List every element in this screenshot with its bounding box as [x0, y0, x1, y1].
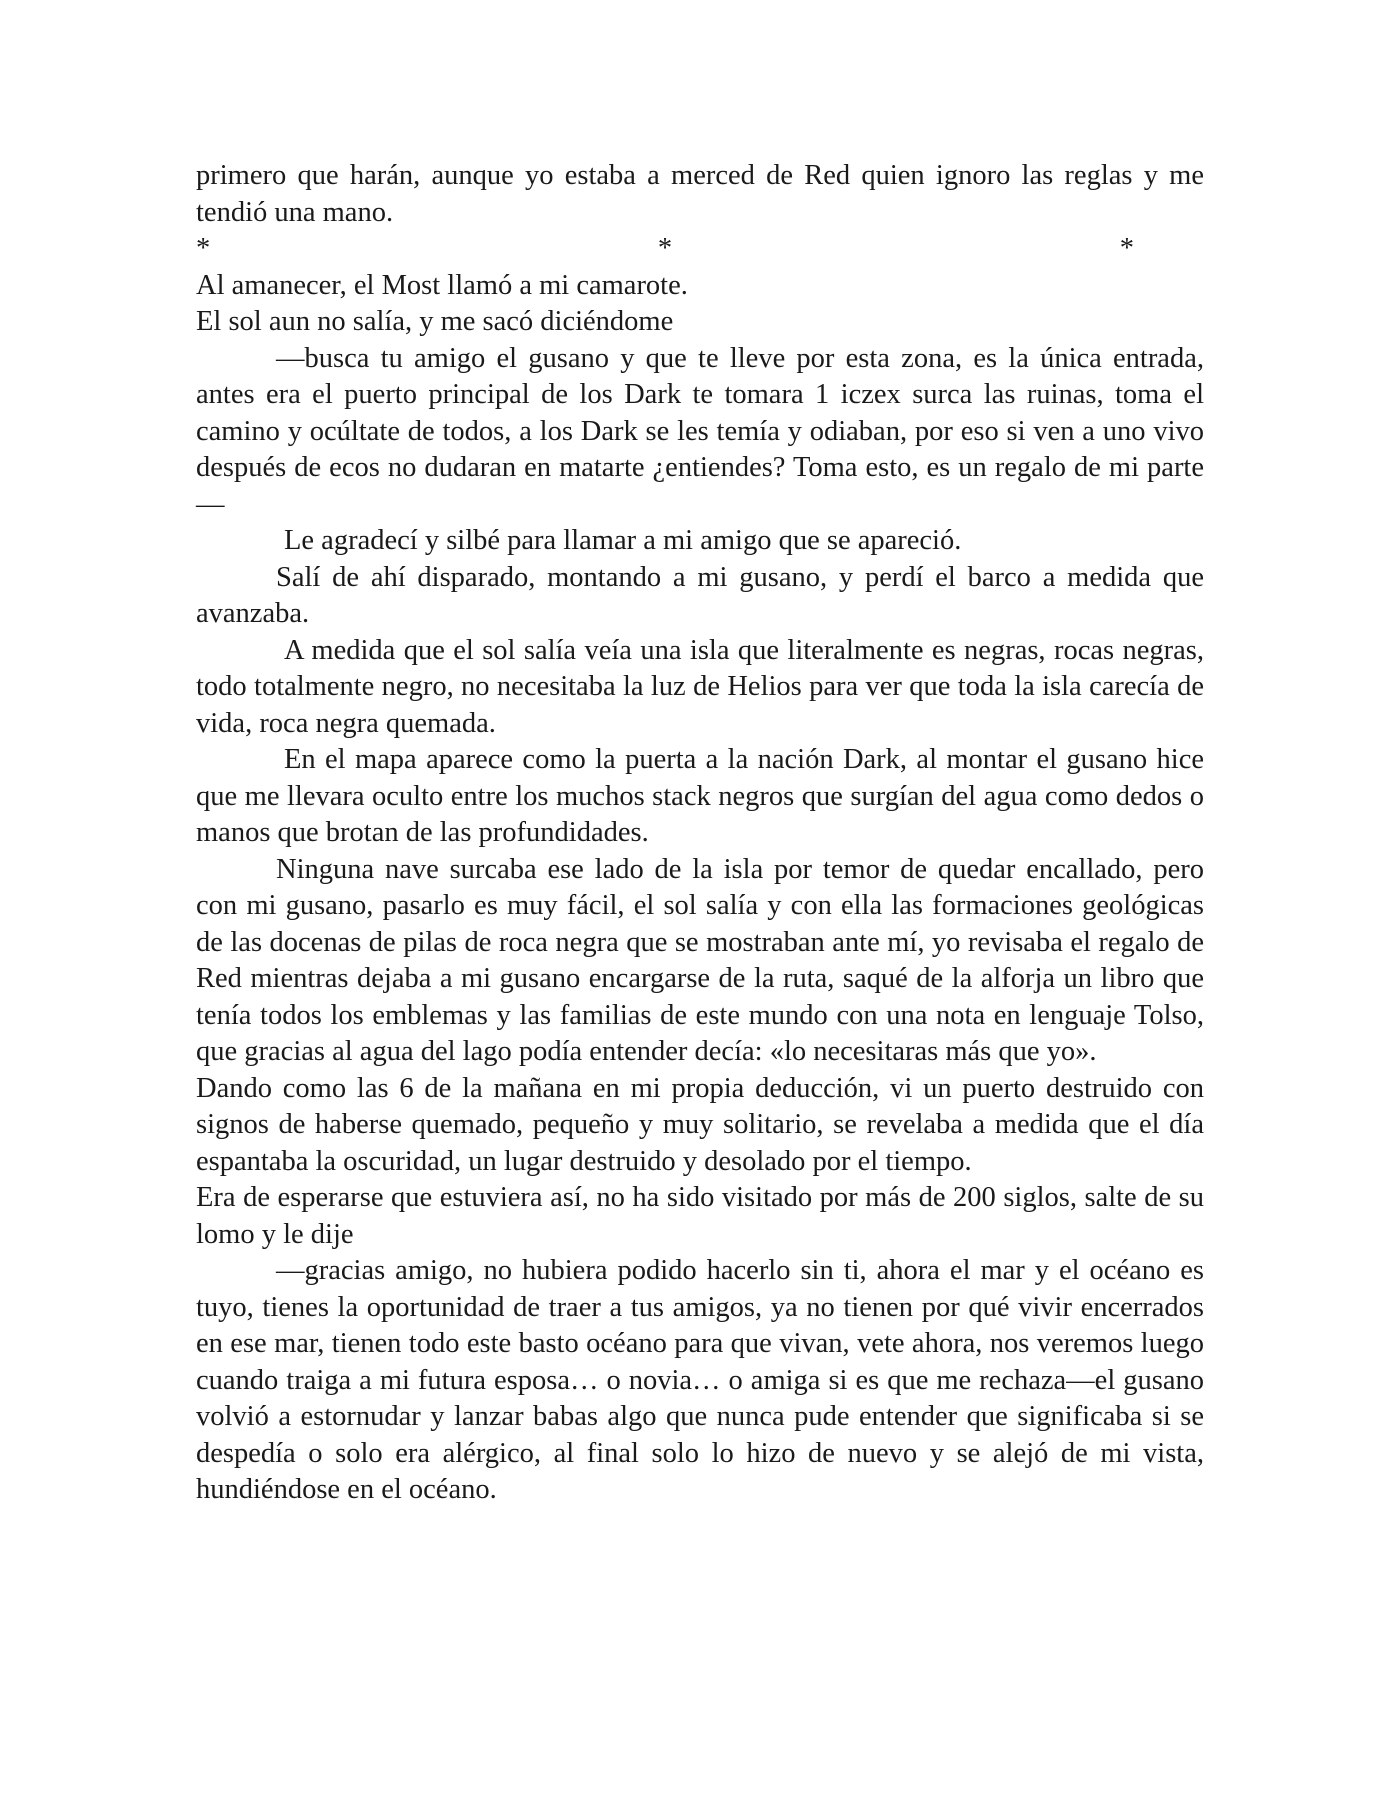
paragraph-4-dialogue: —busca tu amigo el gusano y que te lleve por esta zona, es la única entrada, antes era el puerto principal de los Dark te tomara 1 iczex surca las ruinas, toma el camino y ocúltate de todos, a los Dark se les temía y odiaban, por eso si ven a uno vivo después de ecos no dudaran en matarte ¿entiendes? Toma esto, es un regalo de mi parte— [196, 342, 1204, 520]
document-page [196, 158, 1204, 1509]
paragraph-1: primero que harán, aunque yo estaba a merced de Red quien ignoro las reglas y me tendió una mano. [196, 160, 1204, 228]
section-separator [196, 231, 1204, 268]
paragraph-9: Ninguna nave surcaba ese lado de la isla por temor de quedar encallado, pero con mi gusano, pasarlo es muy fácil, el sol salía y con ella las formaciones geológicas de las docenas de pilas de roca negra que se mostraban ante mí, yo revisaba el regalo de Red mientras dejaba a mi gusano encargarse de la ruta, saqué de la alforja un libro que tenía todos los emblemas y las familias de este mundo con una nota en lenguaje Tolso, que gracias al agua del lago podía entender decía: «lo necesitaras más que yo». [196, 853, 1204, 1067]
separator-asterisk-2: * [657, 233, 673, 264]
paragraph-2: Al amanecer, el Most llamó a mi camarote. [196, 269, 688, 301]
paragraph-3: El sol aun no salía, y me sacó diciéndome [196, 306, 674, 337]
paragraph-12-dialogue: —gracias amigo, no hubiera podido hacerlo sin ti, ahora el mar y el océano es tuyo, tienes la oportunidad de traer a tus amigos, ya no tienen por qué vivir encerrados en ese mar, tienen todo este basto océano para que vivan, vete ahora, nos veremos luego cuando traiga a mi futura esposa… o novia… o amiga si es que me rechaza—el gusano volvió a estornudar y lanzar babas algo que nunca pude entender que significaba si se despedía o solo era alérgico, al final solo lo hizo de nuevo y se alejó de mi vista, hundiéndose en el océano. [196, 1255, 1204, 1505]
paragraph-7: A medida que el sol salía veía una isla que literalmente es negras, rocas negras, todo totalmente negro, no necesitaba la luz de Helios para ver que toda la isla carecía de vida, roca negra quemada. [196, 634, 1204, 739]
paragraph-6: Salí de ahí disparado, montando a mi gusano, y perdí el barco a medida que avanzaba. [196, 561, 1204, 629]
separator-asterisk-3: * [1119, 233, 1134, 264]
paragraph-5: Le agradecí y silbé para llamar a mi amigo que se apareció. [284, 525, 962, 556]
paragraph-8: En el mapa aparece como la puerta a la nación Dark, al montar el gusano hice que me llevara oculto entre los muchos stack negros que surgían del agua como dedos o manos que brotan de las profundidades. [196, 744, 1204, 848]
separator-asterisk-1: * [196, 233, 211, 264]
paragraph-11: Era de esperarse que estuviera así, no ha sido visitado por más de 200 siglos, salte de su lomo y le dije [196, 1182, 1204, 1250]
paragraph-10: Dando como las 6 de la mañana en mi propia deducción, vi un puerto destruido con signos de haberse quemado, pequeño y muy solitario, se revelaba a medida que el día espantaba la oscuridad, un lugar destruido y desolado por el tiempo. [196, 1072, 1204, 1177]
